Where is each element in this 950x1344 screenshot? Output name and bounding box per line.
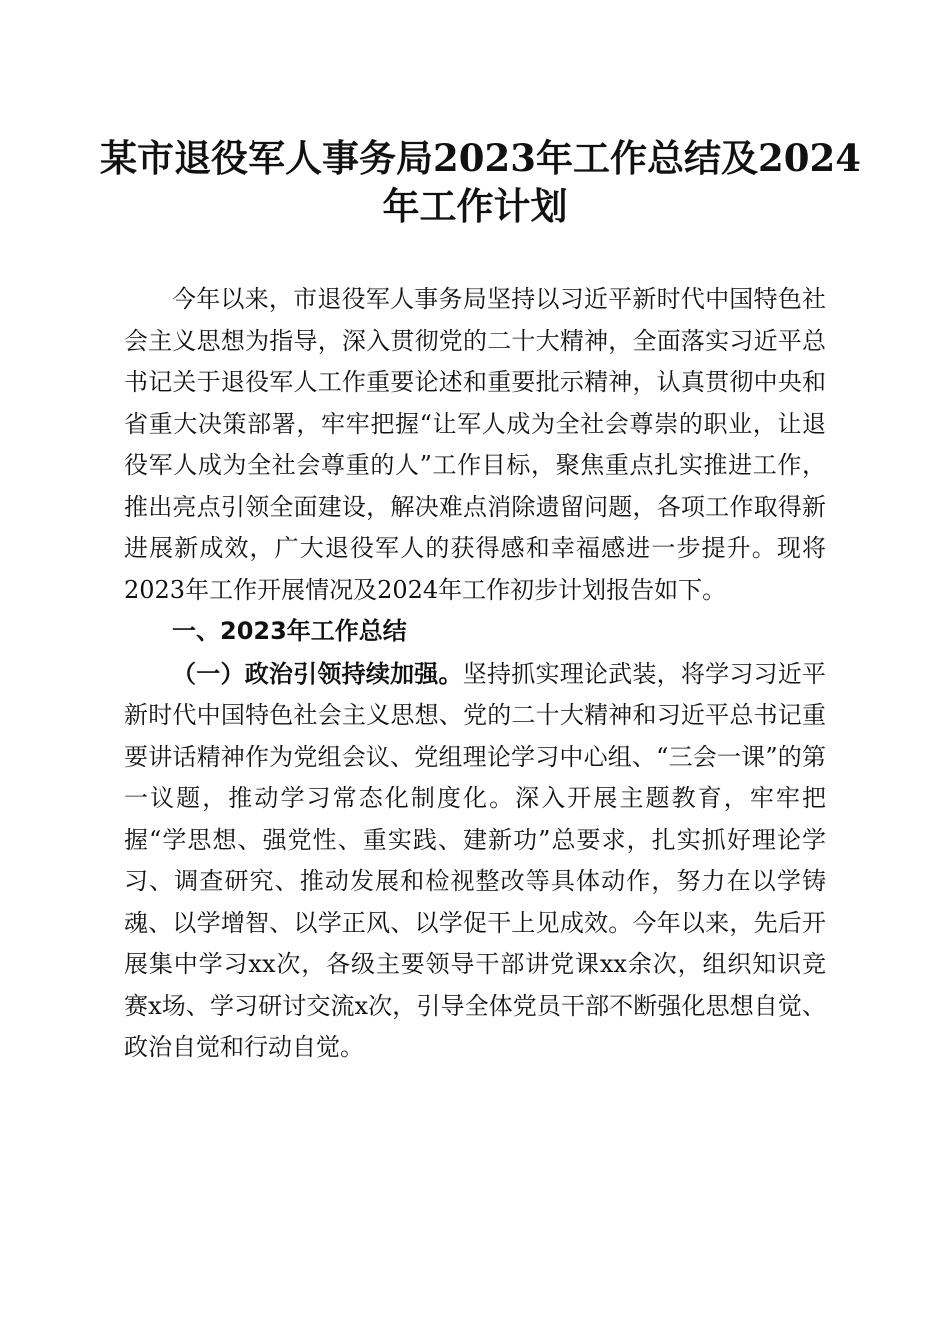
section-heading-work-summary: 一、2023年工作总结 (172, 617, 407, 645)
document-title-line-2: 年工作计划 (382, 184, 568, 228)
intro-paragraph: 今年以来，市退役军人事务局坚持以习近平新时代中国特色社会主义思想为指导，深入贯彻党的二十大精神，全面落实习近平总书记关于退役军人工作重要论述和重要批示精神，认真贯彻中央和省重大决策部署，牢牢把握“让军人成为全社会尊崇的职业，让退役军人成为全社会尊重的人”工作目标，聚焦重点扎实推进工作，推出亮点引领全面建设，解决难点消除遗留问题，各项工作取得新进展新成效，广大退役军人的获得感和幸福感进一步提升。现将2023年工作开展情况及2024年工作初步计划报告如下。 (124, 285, 826, 604)
political-leadership-paragraph (124, 653, 826, 1069)
document-title-line-1: 某市退役军人事务局2023年工作总结及2024 (100, 136, 861, 180)
document-title (100, 134, 861, 230)
political-leadership-subheading: （一）政治引领持续加强。 (172, 658, 463, 688)
political-leadership-body: 坚持抓实理论武装，将学习习近平新时代中国特色社会主义思想、党的二十大精神和习近平总书记重要讲话精神作为党组会议、党组理论学习中心组、“三会一课”的第一议题，推动学习常态化制度化。深入开展主题教育，牢牢把握“学思想、强党性、重实践、建新功”总要求，扎实抓好理论学习、调查研究、推动发展和检视整改等具体动作，努力在以学铸魂、以学增智、以学正风、以学促干上见成效。今年以来，先后开展集中学习xx次，各级主要领导干部讲党课xx余次，组织知识竞赛x场、学习研讨交流x次，引导全体党员干部不断强化思想自觉、政治自觉和行动自觉。 (124, 659, 827, 1061)
document-body (124, 279, 826, 1069)
